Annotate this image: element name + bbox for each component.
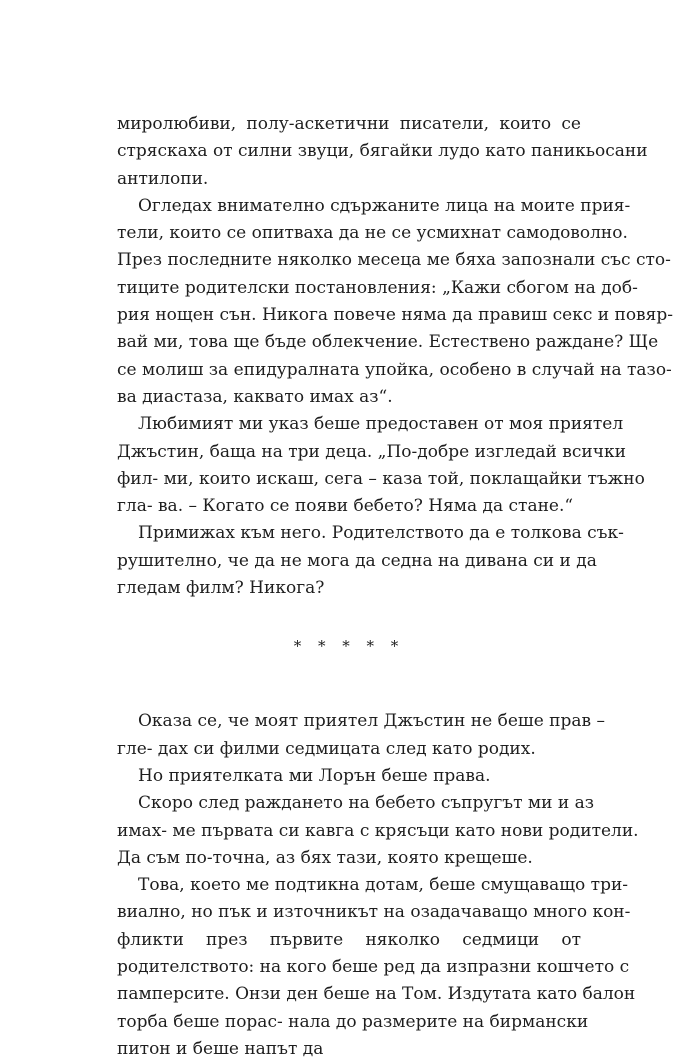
text-line: рия нощен сън. Никога повече няма да правиш секс и повяр- [117,305,673,326]
text-line: гледам филм? Никога? [117,578,325,599]
text-line: гла- ва. – Когато се появи бебето? Няма да стане.“ [117,496,574,517]
text-line: стряскаха от силни звуци, бягайки лудо като паникьосани [117,141,648,162]
text-line: рушително, че да не мога да седна на дивана си и да [117,550,597,571]
text-line: тиците родителски постановления: „Кажи сбогом на доб- [117,277,638,298]
paragraph-1 [117,111,648,193]
text-line: тели, които се опитваха да не се усмихнат самодоволно. [117,223,628,244]
text-line: Примижах към него. Родителството да е толкова сък- [138,523,624,544]
text-line: Скоро след раждането на бебето съпругът ми и аз [138,793,595,814]
text-line: През последните няколко месеца ме бяха запознали със сто- [117,250,671,271]
paragraph-4 [117,520,624,602]
text-line: питон и беше напът да [117,1038,324,1059]
paragraph-5 [117,708,605,763]
text-line: ва диастаза, каквато имах аз“. [117,386,393,407]
text-line: гле- дах си филми седмицата след като родих. [117,738,536,759]
text-line: имах- ме първата си кавга с крясъци като нови родители. [117,820,639,841]
text-line: фликти през първите няколко седмици от [117,929,581,950]
text-line: Но приятелката ми Лорън беше права. [138,765,491,786]
text-line: виално, но пък и източникът на озадачаващо много кон- [117,902,631,923]
paragraph-2 [117,193,673,411]
text-line: торба беше порас- нала до размерите на бирмански [117,1011,589,1032]
text-line: вай ми, това ще бъде облекчение. Естествено раждане? Ще [117,332,659,353]
text-line: Джъстин, баща на три деца. „По-добре изгледай всички [117,441,626,462]
paragraph-3 [117,411,645,520]
text-line: памперсите. Онзи ден беше на Том. Издутата като балон [117,984,636,1005]
paragraph-7 [117,790,639,872]
text-line: се молиш за епидуралната упойка, особено в случай на тазо- [117,359,672,380]
text-line: Оказа се, че моят приятел Джъстин не беше прав – [138,711,605,732]
paragraph-8 [117,872,636,1063]
paragraph-6 [117,763,581,790]
text-line: Това, което ме подтикна дотам, беше смущаващо три- [138,875,629,896]
text-line: фил- ми, които искаш, сега – каза той, поклащайки тъжно [117,468,645,489]
text-line: Любимият ми указ беше предоставен от моя приятел [138,414,624,435]
text-line: родителството: на кого беше ред да изпразни кошчето с [117,957,630,978]
text-line: Огледах внимателно сдържаните лица на моите прия- [138,195,631,216]
text-line: миролюбиви, полу-аскетични писатели, които се [117,114,581,134]
text-line: антилопи. [117,168,209,189]
text-line: Да съм по-точна, аз бях тази, която крещеше. [117,847,533,868]
book-page [117,111,673,1063]
section-separator: * * * * * [293,637,405,656]
